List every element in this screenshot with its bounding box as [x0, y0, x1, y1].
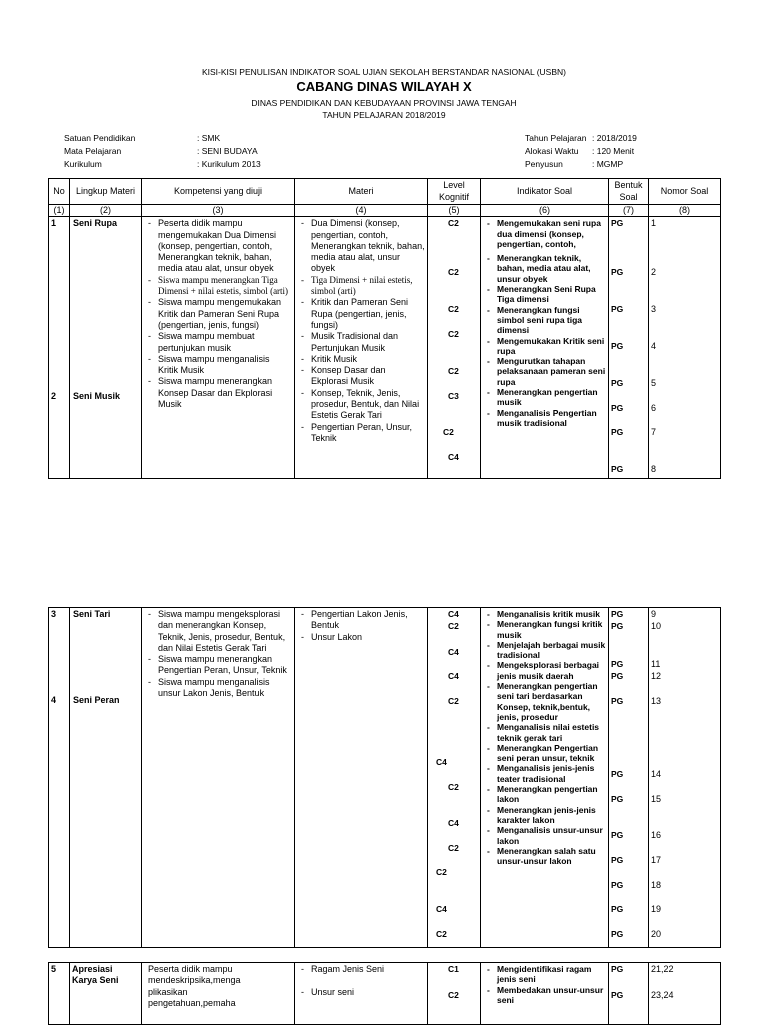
bentuk-value: PG	[611, 267, 624, 278]
row-no-cell	[49, 608, 70, 948]
list-item: - Siswa mampu menerangkan Pengertian Peran, Unsur, Teknik	[144, 654, 292, 677]
list-item: - Unsur seni	[297, 987, 425, 998]
materi-cell	[295, 608, 428, 948]
table-header-row	[49, 179, 721, 205]
col-header-kompetensi: Kompetensi yang diuji	[142, 179, 295, 205]
meta-left-labels	[64, 132, 135, 171]
lingkup-materi: Apresiasi Karya Seni	[70, 963, 142, 1025]
meta-value: : 2018/2019	[592, 133, 637, 143]
lingkup-cell	[70, 608, 142, 948]
nomor-value: 23,24	[651, 990, 674, 1000]
col-header-bentuk: Bentuk Soal	[609, 179, 649, 205]
nomor-value: 19	[651, 904, 662, 914]
list-item: - Kritik dan Pameran Seni Rupa (pengertian, jenis, fungsi)	[297, 297, 425, 331]
list-item: - Membedakan unsur-unsur seni	[483, 985, 606, 1006]
kompetensi-cell	[142, 608, 295, 948]
list-item: - Musik Tradisional dan Pertunjukan Musik	[297, 331, 425, 354]
list-item: - Mengeksplorasi berbagai jenis musik daerah	[483, 660, 606, 681]
bentuk-value: PG	[611, 964, 624, 974]
list-item: - Pengertian Lakon Jenis, Bentuk	[297, 609, 425, 632]
list-item: - Menjelajah berbagai musik tradisional	[483, 640, 606, 661]
row-no: 2	[51, 391, 57, 402]
nomor-value: 14	[651, 769, 662, 779]
kisi-kisi-table-1	[48, 178, 721, 479]
list-item: - Menerangkan fungsi simbol seni rupa tiga dimensi	[483, 305, 606, 336]
table-row	[49, 963, 721, 1025]
kisi-kisi-table-3	[48, 962, 721, 1025]
level-value: C1	[448, 964, 459, 974]
nomor-value: 17	[651, 855, 662, 865]
bentuk-value: PG	[611, 696, 624, 706]
level-value: C2	[448, 218, 459, 229]
list-item: - Menganalisis unsur-unsur lakon	[483, 825, 606, 846]
meta-label: Penyusun	[525, 159, 563, 169]
bentuk-value: PG	[611, 341, 624, 352]
level-cell	[428, 608, 481, 948]
nomor-value: 12	[651, 671, 662, 681]
col-header-nomor: Nomor Soal	[649, 179, 721, 205]
doc-title-line4: TAHUN PELAJARAN 2018/2019	[322, 110, 446, 120]
bentuk-value: PG	[611, 621, 624, 631]
level-value: C2	[436, 929, 447, 939]
list-item: - Menerangkan salah satu unsur-unsur lakon	[483, 846, 606, 867]
nomor-value: 5	[651, 378, 657, 389]
level-value: C4	[448, 647, 459, 657]
row-no: 3	[51, 609, 57, 619]
level-value: C2	[443, 427, 454, 438]
list-item: - Siswa mampu membuat pertunjukan musik	[144, 331, 292, 354]
list-item: - Menerangkan Seni Rupa Tiga dimensi	[483, 284, 606, 305]
table-row	[49, 608, 721, 948]
nomor-value: 9	[651, 609, 657, 619]
lingkup-materi: Seni Rupa	[73, 218, 118, 229]
nomor-value: 18	[651, 880, 662, 890]
bentuk-value: PG	[611, 403, 624, 414]
nomor-value: 11	[651, 659, 661, 669]
bentuk-value: PG	[611, 855, 624, 865]
lingkup-materi: Seni Musik	[73, 391, 121, 402]
nomor-value: 3	[651, 304, 657, 315]
bentuk-value: PG	[611, 794, 624, 804]
nomor-value: 4	[651, 341, 657, 352]
list-item: - Menerangkan teknik, bahan, media atau alat, unsur obyek	[483, 253, 606, 284]
nomor-value: 20	[651, 929, 662, 939]
list-item: - Menerangkan fungsi kritik musik	[483, 619, 606, 640]
meta-left-values	[197, 132, 261, 171]
kompetensi-cell	[142, 217, 295, 479]
kisi-kisi-table-2	[48, 607, 721, 948]
level-value: C4	[448, 609, 459, 619]
nomor-value: 1	[651, 218, 657, 229]
list-item: - Mengurutkan tahapan pelaksanaan pameran seni rupa	[483, 356, 606, 387]
kompetensi-text: Peserta didik mampu mendeskripsika,menga plikasikan pengetahuan,pemaha	[148, 964, 241, 1008]
col-number: (5)	[428, 205, 481, 217]
meta-value: : SMK	[197, 133, 221, 143]
indikator-cell	[481, 217, 609, 479]
nomor-value: 13	[651, 696, 662, 706]
meta-value: : SENI BUDAYA	[197, 146, 258, 156]
list-item: - Mengemukakan Kritik seni rupa	[483, 336, 606, 357]
col-number: (2)	[70, 205, 142, 217]
list-item: - Menganalisis nilai estetis teknik gerak tari	[483, 722, 606, 743]
bentuk-value: PG	[611, 904, 624, 914]
level-value: C2	[448, 329, 459, 340]
list-item: - Tiga Dimensi + nilai estetis, simbol (arti)	[297, 275, 425, 298]
nomor-value: 6	[651, 403, 657, 414]
list-item: - Siswa mampu mengeksplorasi dan menerangkan Konsep, Teknik, Jenis, prosedur, Bentuk, dan Nilai Estetis Gerak Tari	[144, 609, 292, 654]
list-item: - Menerangkan Pengertian seni peran unsur, teknik	[483, 743, 606, 764]
meta-value: : MGMP	[592, 159, 624, 169]
list-item: - Unsur Lakon	[297, 632, 425, 643]
list-item: - Siswa mampu menerangkan Tiga Dimensi + nilai estetis, simbol (arti)	[144, 275, 292, 298]
list-item: - Menganalisis jenis-jenis teater tradisional	[483, 763, 606, 784]
list-item: - Menerangkan pengertian lakon	[483, 784, 606, 805]
bentuk-value: PG	[611, 830, 624, 840]
level-value: C4	[436, 757, 447, 767]
bentuk-cell	[609, 217, 649, 479]
nomor-value: 10	[651, 621, 662, 631]
list-item: - Siswa mampu menganalisis unsur Lakon Jenis, Bentuk	[144, 677, 292, 700]
bentuk-value: PG	[611, 427, 624, 438]
nomor-cell	[649, 963, 721, 1025]
level-value: C2	[448, 843, 459, 853]
lingkup-materi: Seni Peran	[73, 695, 120, 705]
row-no: 1	[51, 218, 57, 229]
list-item: - Konsep, Teknik, Jenis, prosedur, Bentuk, dan Nilai Estetis Gerak Tari	[297, 388, 425, 422]
bentuk-value: PG	[611, 990, 624, 1000]
level-value: C3	[448, 391, 459, 402]
col-number: (8)	[649, 205, 721, 217]
col-number: (1)	[49, 205, 70, 217]
col-header-lingkup: Lingkup Materi	[70, 179, 142, 205]
bentuk-value: PG	[611, 929, 624, 939]
list-item: - Menerangkan pengertian seni tari berdasarkan Konsep, teknik,bentuk, jenis, prosedur	[483, 681, 606, 722]
list-item: - Konsep Dasar dan Ekplorasi Musik	[297, 365, 425, 388]
meta-label: Mata Pelajaran	[64, 146, 122, 156]
nomor-value: 7	[651, 427, 657, 438]
level-value: C2	[448, 267, 459, 278]
col-number: (6)	[481, 205, 609, 217]
col-header-level: Level Kognitif	[428, 179, 481, 205]
meta-value: : 120 Menit	[592, 146, 635, 156]
list-item: - Siswa mampu mengemukakan Kritik dan Pameran Seni Rupa (pengertian, jenis, fungsi)	[144, 297, 292, 331]
bentuk-value: PG	[611, 609, 624, 619]
list-item: - Menerangkan jenis-jenis karakter lakon	[483, 805, 606, 826]
nomor-value: 8	[651, 464, 657, 475]
table-row	[49, 217, 721, 479]
bentuk-value: PG	[611, 304, 624, 315]
list-item: - Mengemukakan seni rupa dua dimensi (konsep, pengertian, contoh,	[483, 218, 606, 249]
level-cell	[428, 963, 481, 1025]
bentuk-value: PG	[611, 671, 624, 681]
col-header-materi: Materi	[295, 179, 428, 205]
bentuk-cell	[609, 608, 649, 948]
doc-title-line1: KISI-KISI PENULISAN INDIKATOR SOAL UJIAN SEKOLAH BERSTANDAR NASIONAL (USBN)	[201, 67, 566, 77]
nomor-value: 16	[651, 830, 662, 840]
list-item: - Menganalisis Pengertian musik tradisional	[483, 408, 606, 429]
level-value: C2	[436, 867, 447, 877]
level-cell	[428, 217, 481, 479]
kompetensi-cell	[142, 963, 295, 1025]
nomor-cell	[649, 608, 721, 948]
row-no: 4	[51, 695, 57, 705]
lingkup-cell	[70, 217, 142, 479]
materi-cell	[295, 963, 428, 1025]
indikator-cell	[481, 608, 609, 948]
list-item: - Menerangkan pengertian musik	[483, 387, 606, 408]
level-value: C4	[448, 671, 459, 681]
column-number-row	[49, 205, 721, 217]
nomor-cell	[649, 217, 721, 479]
bentuk-value: PG	[611, 218, 624, 229]
row-no-cell	[49, 217, 70, 479]
col-number: (7)	[609, 205, 649, 217]
bentuk-value: PG	[611, 659, 624, 669]
list-item: - Pengertian Peran, Unsur, Teknik	[297, 422, 425, 445]
list-item: - Mengidentifikasi ragam jenis seni	[483, 964, 606, 985]
bentuk-value: PG	[611, 464, 624, 475]
col-header-indikator: Indikator Soal	[481, 179, 609, 205]
list-item: - Peserta didik mampu mengemukakan Dua Dimensi (konsep, pengertian, contoh, Menerangkan teknik, bahan, media atau alat, unsur obyek	[144, 218, 292, 274]
level-value: C4	[448, 818, 459, 828]
list-item: - Siswa mampu menganalisis Kritik Musik	[144, 354, 292, 377]
list-item: - Siswa mampu menerangkan Konsep Dasar dan Ekplorasi Musik	[144, 376, 292, 410]
row-no: 5	[49, 963, 70, 1025]
nomor-value: 15	[651, 794, 662, 804]
list-item: - Dua Dimensi (konsep, pengertian, contoh, Menerangkan teknik, bahan, media atau alat, unsur obyek	[297, 218, 425, 274]
meta-label: Alokasi Waktu	[525, 146, 579, 156]
bentuk-value: PG	[611, 378, 624, 389]
col-number: (4)	[295, 205, 428, 217]
list-item: - Kritik Musik	[297, 354, 425, 365]
meta-value: : Kurikulum 2013	[197, 159, 261, 169]
nomor-value: 2	[651, 267, 657, 278]
nomor-value: 21,22	[651, 964, 674, 974]
materi-cell	[295, 217, 428, 479]
level-value: C4	[436, 904, 447, 914]
level-value: C2	[448, 990, 459, 1000]
level-value: C2	[448, 782, 459, 792]
meta-right-labels	[525, 132, 586, 171]
meta-right-values	[592, 132, 637, 171]
col-header-no: No	[49, 179, 70, 205]
doc-title-line3: DINAS PENDIDIKAN DAN KEBUDAYAAN PROVINSI JAWA TENGAH	[251, 98, 517, 108]
bentuk-value: PG	[611, 769, 624, 779]
meta-label: Tahun Pelajaran	[525, 133, 587, 143]
list-item: - Menganalisis kritik musik	[483, 609, 606, 619]
indikator-cell	[481, 963, 609, 1025]
level-value: C2	[448, 366, 459, 377]
bentuk-value: PG	[611, 880, 624, 890]
lingkup-materi: Seni Tari	[73, 609, 111, 619]
col-number: (3)	[142, 205, 295, 217]
meta-label: Kurikulum	[64, 159, 102, 169]
level-value: C2	[448, 304, 459, 315]
doc-title-main: CABANG DINAS WILAYAH X	[296, 79, 472, 94]
level-value: C2	[448, 696, 459, 706]
bentuk-cell	[609, 963, 649, 1025]
level-value: C2	[448, 621, 459, 631]
list-item: - Ragam Jenis Seni	[297, 964, 425, 975]
level-value: C4	[448, 452, 459, 463]
meta-label: Satuan Pendidikan	[64, 133, 136, 143]
